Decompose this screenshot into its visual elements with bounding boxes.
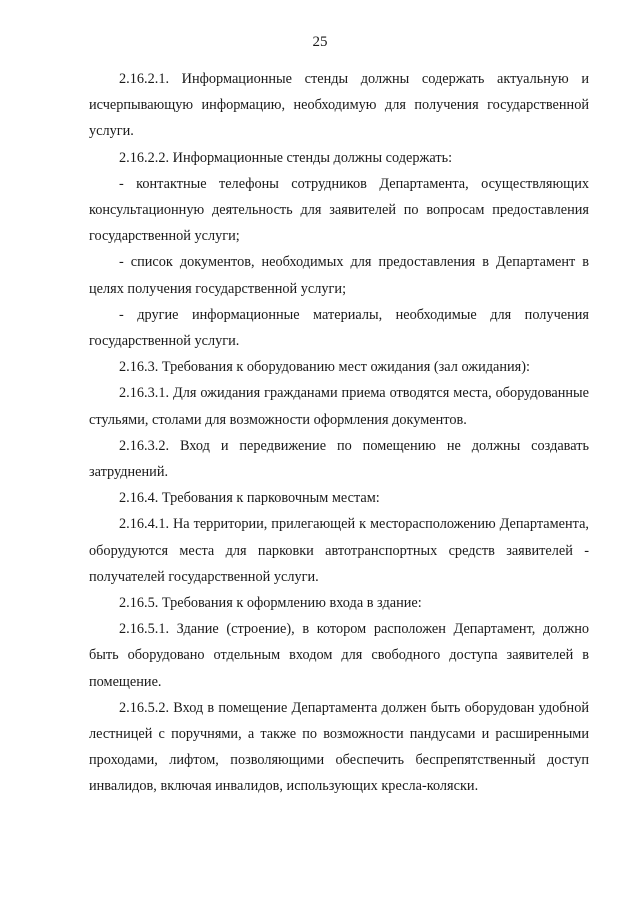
paragraph-2-16-3: 2.16.3. Требования к оборудованию мест ожидания (зал ожидания): (119, 359, 530, 376)
page-number: 25 (312, 34, 328, 50)
paragraph-2-16-4-1: 2.16.4.1. На территории, прилегающей к месторасположению Департамента, оборудуются места для парковки автотранспортных средств заявителей - получателей государственной услуги. (89, 516, 589, 585)
paragraph-2-16-5: 2.16.5. Требования к оформлению входа в здание: (119, 595, 422, 612)
list-item-contact-phones: - контактные телефоны сотрудников Департамента, осуществляющих консультационную деятельность для заявителей по вопросам предоставления государственной услуги; (89, 175, 589, 245)
list-item-other-materials: - другие информационные материалы, необходимые для получения государственной услуги. (89, 306, 589, 350)
paragraph-2-16-5-2: 2.16.5.2. Вход в помещение Департамента должен быть оборудован удобной лестницей с поручнями, а также по возможности пандусами и расширенными проходами, лифтом, позволяющими обеспечить беспрепятственный доступ инвалидов, включая инвалидов, использующих кресла-коляски. (89, 699, 589, 795)
paragraph-2-16-4: 2.16.4. Требования к парковочным местам: (119, 490, 380, 507)
list-item-documents: - список документов, необходимых для предоставления в Департамент в целях получения государственной услуги; (89, 254, 589, 297)
paragraph-2-16-5-1: 2.16.5.1. Здание (строение), в котором расположен Департамент, должно быть оборудовано отдельным входом для свободного доступа заявителей в помещение. (89, 621, 589, 690)
paragraph-2-16-3-2: 2.16.3.2. Вход и передвижение по помещению не должны создавать затруднений. (89, 437, 589, 481)
document-body (89, 66, 589, 800)
paragraph-2-16-2-1: 2.16.2.1. Информационные стенды должны содержать актуальную и исчерпывающую информацию, необходимую для получения государственной услуги. (89, 71, 589, 140)
paragraph-2-16-2-2: 2.16.2.2. Информационные стенды должны содержать: (119, 149, 453, 166)
paragraph-2-16-3-1: 2.16.3.1. Для ожидания гражданами приема отводятся места, оборудованные стульями, столами для возможности оформления документов. (89, 385, 589, 428)
